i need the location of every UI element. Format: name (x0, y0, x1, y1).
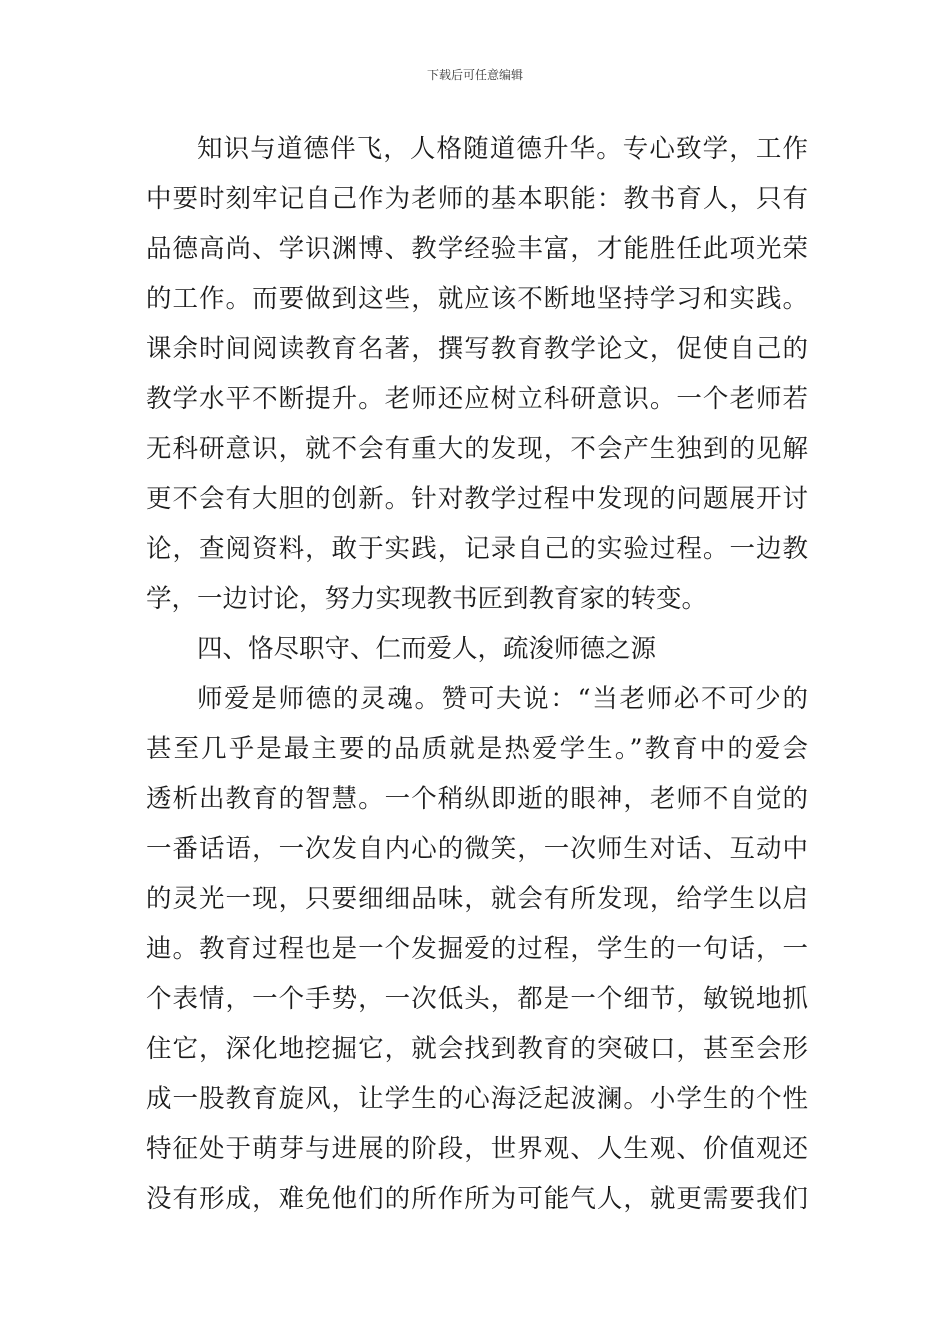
paragraph-line: 没有形成，难免他们的所作所为可能气人，就更需要我们 (146, 1184, 808, 1214)
paragraph-line: 中要时刻牢记自己作为老师的基本职能：教书育人，只有 (146, 184, 808, 214)
paragraph-line: 学，一边讨论，努力实现教书匠到教育家的转变。 (146, 584, 708, 614)
page-header: 下载后可任意编辑 (426, 68, 523, 82)
paragraph-line: 知识与道德伴飞，人格随道德升华。专心致学，工作 (197, 134, 808, 164)
paragraph-line: 无科研意识，就不会有重大的发现，不会产生独到的见解 (146, 434, 808, 464)
paragraph-line: 住它，深化地挖掘它，就会找到教育的突破口，甚至会形 (146, 1034, 808, 1064)
paragraph-line: 师爱是师德的灵魂。赞可夫说：“当老师必不可少的 (197, 684, 808, 714)
paragraph-line: 透析出教育的智慧。一个稍纵即逝的眼神，老师不自觉的 (146, 784, 808, 814)
section-heading: 四、恪尽职守、仁而爱人，疏浚师德之源 (197, 634, 657, 664)
paragraph-line: 成一股教育旋风，让学生的心海泛起波澜。小学生的个性 (146, 1084, 808, 1114)
body-text (146, 124, 808, 1224)
paragraph-line: 一番话语，一次发自内心的微笑，一次师生对话、互动中 (146, 834, 808, 864)
paragraph-line: 迪。教育过程也是一个发掘爱的过程，学生的一句话，一 (146, 934, 808, 964)
paragraph-line: 个表情，一个手势，一次低头，都是一个细节，敏锐地抓 (146, 984, 808, 1014)
paragraph-line: 更不会有大胆的创新。针对教学过程中发现的问题展开讨 (146, 484, 808, 514)
paragraph-line: 课余时间阅读教育名著，撰写教育教学论文，促使自己的 (146, 334, 808, 364)
paragraph-line: 教学水平不断提升。老师还应树立科研意识。一个老师若 (146, 384, 808, 414)
paragraph-line: 甚至几乎是最主要的品质就是热爱学生。”教育中的爱会 (146, 734, 808, 764)
paragraph-line: 的灵光一现，只要细细品味，就会有所发现，给学生以启 (146, 884, 808, 914)
paragraph-line: 品德高尚、学识渊博、教学经验丰富，才能胜任此项光荣 (146, 234, 808, 264)
paragraph-line: 的工作。而要做到这些，就应该不断地坚持学习和实践。 (146, 284, 808, 314)
paragraph-line: 论，查阅资料，敢于实践，记录自己的实验过程。一边教 (146, 534, 808, 564)
paragraph-line: 特征处于萌芽与进展的阶段，世界观、人生观、价值观还 (146, 1134, 808, 1164)
